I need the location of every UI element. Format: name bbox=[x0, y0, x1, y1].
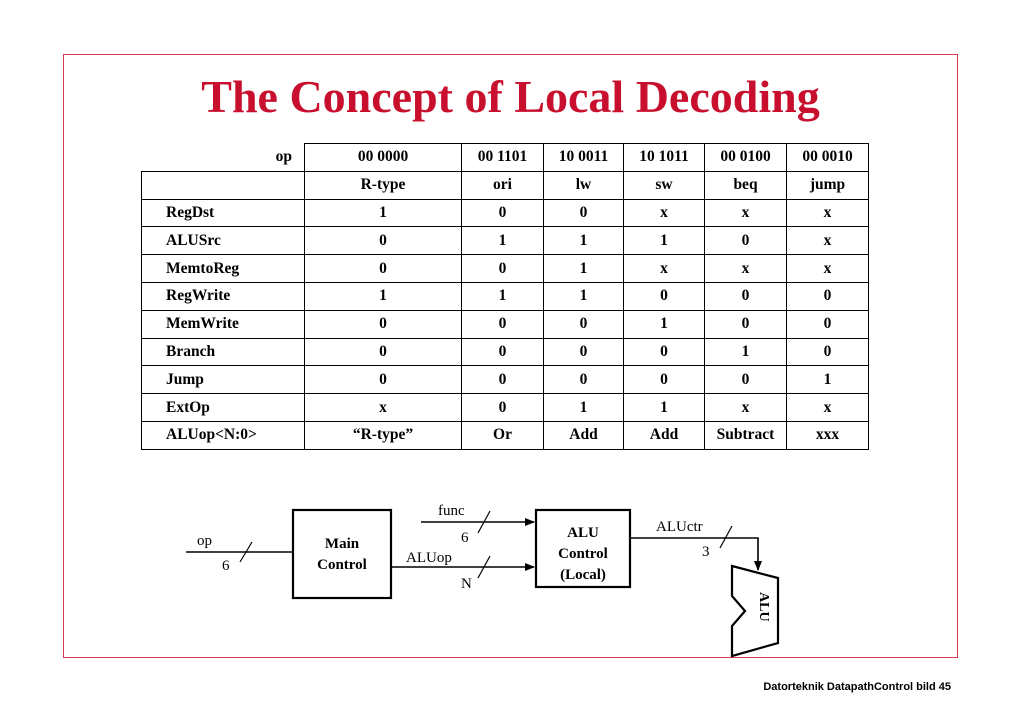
main-control-box bbox=[293, 510, 391, 598]
func-label: func bbox=[438, 503, 465, 519]
signal-name: RegWrite bbox=[142, 282, 305, 310]
alu-control-line-1: ALU bbox=[567, 525, 599, 541]
opcode-cell: 00 1101 bbox=[462, 144, 544, 172]
signal-name: RegDst bbox=[142, 199, 305, 227]
aluctr-bus-slash bbox=[720, 526, 732, 548]
signal-value: 1 bbox=[462, 227, 544, 255]
main-control-line-2: Control bbox=[317, 557, 367, 573]
alu-control-line-3: (Local) bbox=[560, 567, 606, 583]
signal-value: Add bbox=[624, 421, 705, 449]
signal-value: 1 bbox=[624, 227, 705, 255]
signal-value: 0 bbox=[462, 255, 544, 283]
op-width: 6 bbox=[222, 558, 230, 574]
signal-name: ExtOp bbox=[142, 394, 305, 422]
signal-value: 0 bbox=[624, 282, 705, 310]
aluctr-width: 3 bbox=[702, 544, 710, 560]
signal-value: 0 bbox=[787, 338, 869, 366]
alu-label: ALU bbox=[756, 592, 771, 622]
aluop-label: ALUop bbox=[406, 550, 452, 566]
instruction-cell: lw bbox=[544, 171, 624, 199]
instruction-cell: beq bbox=[705, 171, 787, 199]
signal-name: Branch bbox=[142, 338, 305, 366]
signal-value: x bbox=[624, 199, 705, 227]
signal-value: x bbox=[705, 394, 787, 422]
signal-value: x bbox=[705, 199, 787, 227]
instruction-cell: jump bbox=[787, 171, 869, 199]
signal-value: 0 bbox=[462, 366, 544, 394]
signal-name: MemtoReg bbox=[142, 255, 305, 283]
signal-value: 0 bbox=[705, 227, 787, 255]
signal-value: x bbox=[305, 394, 462, 422]
signal-value: 0 bbox=[787, 282, 869, 310]
signal-value: 0 bbox=[305, 255, 462, 283]
opcode-cell: 00 0100 bbox=[705, 144, 787, 172]
opcode-cell: 00 0000 bbox=[305, 144, 462, 172]
opcode-cell: 10 0011 bbox=[544, 144, 624, 172]
signal-value: 0 bbox=[462, 199, 544, 227]
signal-value: 0 bbox=[305, 227, 462, 255]
signal-value: Add bbox=[544, 421, 624, 449]
signal-value: 1 bbox=[544, 227, 624, 255]
signal-value: x bbox=[787, 255, 869, 283]
aluctr-label: ALUctr bbox=[656, 519, 703, 535]
instruction-cell: sw bbox=[624, 171, 705, 199]
instruction-cell: R-type bbox=[305, 171, 462, 199]
signal-value: 0 bbox=[544, 310, 624, 338]
aluop-width: N bbox=[461, 576, 472, 592]
signal-value: 0 bbox=[624, 338, 705, 366]
signal-value: 1 bbox=[305, 282, 462, 310]
signal-value: 1 bbox=[705, 338, 787, 366]
signal-value: xxx bbox=[787, 421, 869, 449]
aluctr-wire bbox=[630, 538, 758, 570]
signal-value: 0 bbox=[305, 310, 462, 338]
signal-value: 1 bbox=[624, 310, 705, 338]
signal-value: 0 bbox=[544, 199, 624, 227]
signal-value: x bbox=[787, 394, 869, 422]
signal-value: 1 bbox=[544, 394, 624, 422]
signal-value: Subtract bbox=[705, 421, 787, 449]
signal-value: 1 bbox=[544, 282, 624, 310]
signal-value: 1 bbox=[462, 282, 544, 310]
slide-title: The Concept of Local Decoding bbox=[201, 71, 820, 122]
signal-value: x bbox=[705, 255, 787, 283]
signal-value: 0 bbox=[305, 338, 462, 366]
signal-value: 0 bbox=[705, 282, 787, 310]
footer: Datorteknik DatapathControl bild 45 bbox=[763, 681, 951, 693]
signal-value: 0 bbox=[705, 310, 787, 338]
alu-control-line-2: Control bbox=[558, 546, 608, 562]
signal-value: x bbox=[787, 227, 869, 255]
signal-value: 0 bbox=[624, 366, 705, 394]
main-control-line-1: Main bbox=[324, 536, 360, 552]
signal-name: Jump bbox=[142, 366, 305, 394]
signal-value: 1 bbox=[305, 199, 462, 227]
signal-value: 0 bbox=[705, 366, 787, 394]
signal-value: 1 bbox=[544, 255, 624, 283]
signal-value: x bbox=[624, 255, 705, 283]
signal-value: 0 bbox=[544, 338, 624, 366]
signal-value: Or bbox=[462, 421, 544, 449]
signal-value: x bbox=[787, 199, 869, 227]
signal-value: 0 bbox=[305, 366, 462, 394]
func-width: 6 bbox=[461, 530, 469, 546]
instruction-cell: ori bbox=[462, 171, 544, 199]
signal-value: “R-type” bbox=[305, 421, 462, 449]
signal-name: ALUop<N:0> bbox=[142, 421, 305, 449]
signal-value: 0 bbox=[462, 338, 544, 366]
op-header-label: op bbox=[275, 148, 292, 166]
signal-name: ALUSrc bbox=[142, 227, 305, 255]
signal-value: 1 bbox=[624, 394, 705, 422]
signal-value: 0 bbox=[462, 394, 544, 422]
opcode-cell: 10 1011 bbox=[624, 144, 705, 172]
signal-value: 0 bbox=[787, 310, 869, 338]
opcode-cell: 00 0010 bbox=[787, 144, 869, 172]
op-label: op bbox=[197, 533, 212, 549]
signal-value: 0 bbox=[544, 366, 624, 394]
signal-value: 1 bbox=[787, 366, 869, 394]
signal-name: MemWrite bbox=[142, 310, 305, 338]
signal-value: 0 bbox=[462, 310, 544, 338]
